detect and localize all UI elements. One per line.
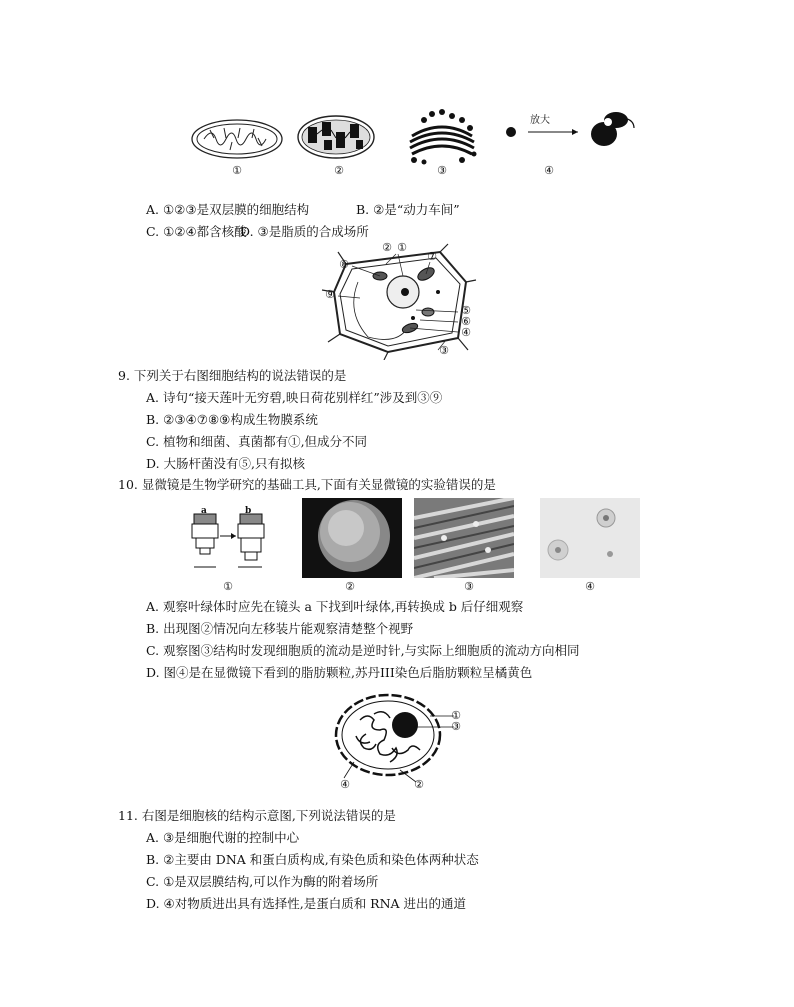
- cell-label-7: ⑦: [427, 250, 437, 263]
- chloroplast-figure: [296, 112, 378, 162]
- cell-label-1: ①: [397, 241, 407, 254]
- fat-droplets-photo: [540, 498, 640, 578]
- figure-label-3: ③: [437, 164, 447, 177]
- q10-fig-label-1: ①: [223, 580, 233, 593]
- q9-option-c: C. 植物和细菌、真菌都有①,但成分不同: [146, 434, 368, 449]
- q10-option-b: B. 出现图②情况向左移装片能观察清楚整个视野: [146, 621, 414, 636]
- cell-label-4: ④: [461, 326, 471, 339]
- figure-label-2: ②: [334, 164, 344, 177]
- nucleus-label-3: ③: [451, 720, 461, 733]
- q9-option-b: B. ②③④⑦⑧⑨构成生物膜系统: [146, 412, 318, 427]
- lens-b-label: b: [245, 506, 252, 516]
- q9-option-a: A. 诗句“接天莲叶无穷碧,映日荷花别样红”涉及到③⑨: [146, 390, 443, 405]
- q8-option-a: A. ①②③是双层膜的细胞结构: [146, 202, 310, 217]
- arrow-label: 放大: [530, 115, 550, 126]
- cell-label-8: ⑧: [339, 258, 349, 271]
- golgi-figure: [402, 106, 482, 168]
- nucleus-label-1: ①: [451, 709, 461, 722]
- q10-fig-label-2: ②: [345, 580, 355, 593]
- q10-fig-label-4: ④: [585, 580, 595, 593]
- q10-fig-label-3: ③: [464, 580, 474, 593]
- cell-label-3: ③: [439, 344, 449, 357]
- cell-label-5: ⑤: [461, 304, 471, 317]
- nucleus-label-4: ④: [340, 778, 350, 791]
- cytoplasm-photo: [414, 498, 514, 578]
- objective-lenses-figure: [186, 504, 270, 574]
- ribosome-figure: [500, 104, 640, 150]
- q10-stem: 10. 显微镜是生物学研究的基础工具,下面有关显微镜的实验错误的是: [118, 477, 496, 492]
- q11-stem: 11. 右图是细胞核的结构示意图,下列说法错误的是: [118, 808, 396, 823]
- q9-stem: 9. 下列关于右图细胞结构的说法错误的是: [118, 368, 347, 383]
- cell-label-9: ⑨: [325, 288, 335, 301]
- q10-option-c: C. 观察图③结构时发现细胞质的流动是逆时针,与实际上细胞质的流动方向相同: [146, 643, 580, 658]
- q11-option-a: A. ③是细胞代谢的控制中心: [146, 830, 300, 845]
- q8-option-d: D. ③是脂质的合成场所: [240, 224, 369, 239]
- microscope-field-photo: [302, 498, 402, 578]
- q8-option-b: B. ②是“动力车间”: [356, 202, 460, 217]
- cell-label-2: ②: [382, 241, 392, 254]
- mitochondrion-figure: [190, 118, 285, 160]
- lens-a-label: a: [201, 506, 207, 516]
- q9-option-d: D. 大肠杆菌没有⑤,只有拟核: [146, 456, 305, 471]
- cell-label-6: ⑥: [461, 315, 471, 328]
- figure-label-4: ④: [544, 164, 554, 177]
- q10-option-d: D. 图④是在显微镜下看到的脂肪颗粒,苏丹III染色后脂肪颗粒呈橘黄色: [146, 665, 533, 680]
- q11-option-b: B. ②主要由 DNA 和蛋白质构成,有染色质和染色体两种状态: [146, 852, 479, 867]
- q8-option-c: C. ①②④都含核酸: [146, 224, 247, 239]
- q10-option-a: A. 观察叶绿体时应先在镜头 a 下找到叶绿体,再转换成 b 后仔细观察: [146, 599, 524, 614]
- figure-label-1: ①: [232, 164, 242, 177]
- q11-option-d: D. ④对物质进出具有选择性,是蛋白质和 RNA 进出的通道: [146, 896, 467, 911]
- q11-option-c: C. ①是双层膜结构,可以作为酶的附着场所: [146, 874, 379, 889]
- nucleus-label-2: ②: [414, 778, 424, 791]
